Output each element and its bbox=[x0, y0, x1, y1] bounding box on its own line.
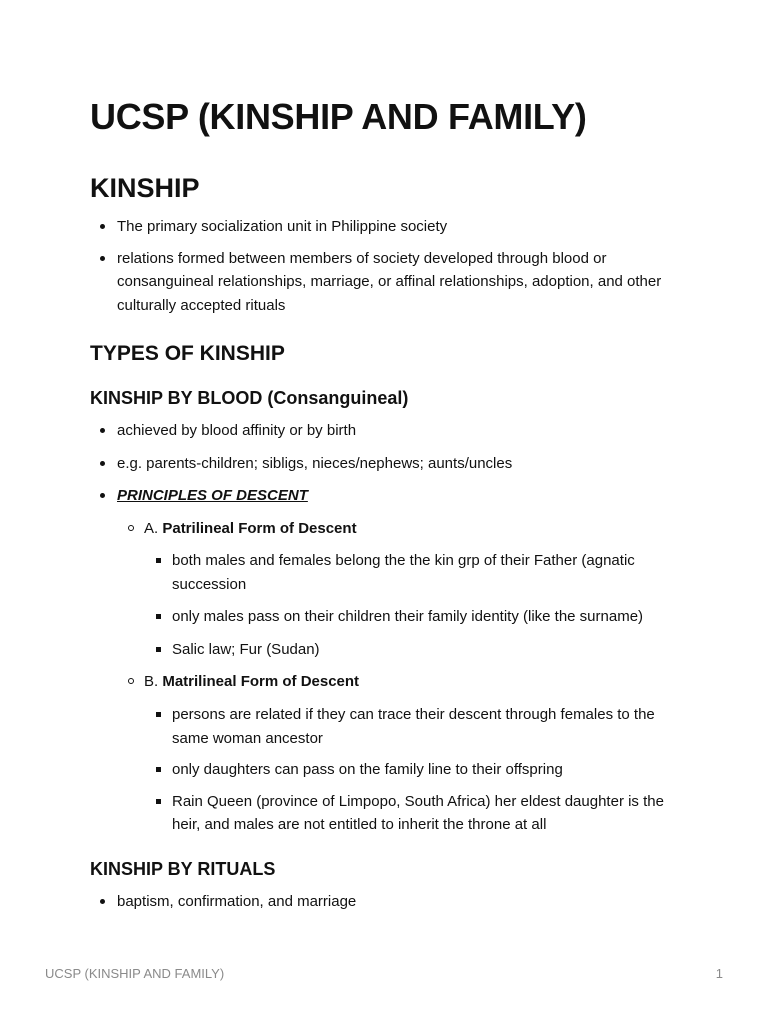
heading-kinship-by-rituals: KINSHIP BY RITUALS bbox=[90, 859, 276, 879]
list-item: baptism, confirmation, and marriage bbox=[90, 890, 680, 914]
page-title: UCSP (KINSHIP AND FAMILY) bbox=[90, 96, 587, 137]
list-item-matrilineal bbox=[90, 670, 680, 694]
heading-kinship-by-blood: KINSHIP BY BLOOD (Consanguineal) bbox=[90, 388, 409, 408]
list-item: only daughters can pass on the family line to their offspring bbox=[90, 758, 680, 782]
list-item: The primary socialization unit in Philippine society bbox=[90, 215, 680, 239]
list-item-patrilineal bbox=[90, 517, 680, 541]
matrilineal-group bbox=[90, 670, 680, 694]
list-item: Rain Queen (province of Limpopo, South Africa) her eldest daughter is the heir, and males are not entitled to inherit the throne at all bbox=[90, 790, 680, 837]
list-item: Salic law; Fur (Sudan) bbox=[90, 638, 680, 662]
blood-list bbox=[90, 419, 680, 508]
heading-types-of-kinship: TYPES OF KINSHIP bbox=[90, 342, 285, 365]
list-item: e.g. parents-children; sibligs, nieces/nephews; aunts/uncles bbox=[90, 452, 680, 476]
list-item: only males pass on their children their family identity (like the surname) bbox=[90, 605, 680, 629]
page-number: 1 bbox=[715, 966, 723, 981]
list-item: achieved by blood affinity or by birth bbox=[90, 419, 680, 443]
matrilineal-prefix: B. bbox=[144, 673, 163, 690]
patrilineal-group bbox=[90, 517, 680, 541]
patrilineal-prefix: A. bbox=[144, 520, 163, 537]
list-item-principles bbox=[90, 484, 680, 508]
heading-kinship: KINSHIP bbox=[90, 173, 200, 203]
rituals-list bbox=[90, 890, 680, 914]
matrilineal-list bbox=[90, 703, 680, 837]
matrilineal-label: Matrilineal Form of Descent bbox=[162, 673, 360, 690]
patrilineal-label: Patrilineal Form of Descent bbox=[162, 520, 357, 537]
list-item: both males and females belong the the kin grp of their Father (agnatic succession bbox=[90, 549, 680, 596]
list-item: relations formed between members of society developed through blood or consanguineal relationships, marriage, or affinal relationships, adoption, and other culturally accepted rituals bbox=[90, 247, 680, 318]
patrilineal-list bbox=[90, 549, 680, 661]
principles-of-descent-label: PRINCIPLES OF DESCENT bbox=[117, 487, 308, 504]
list-item: persons are related if they can trace their descent through females to the same woman ancestor bbox=[90, 703, 680, 750]
kinship-list bbox=[90, 215, 680, 317]
footer-title: UCSP (KINSHIP AND FAMILY) bbox=[45, 966, 225, 981]
